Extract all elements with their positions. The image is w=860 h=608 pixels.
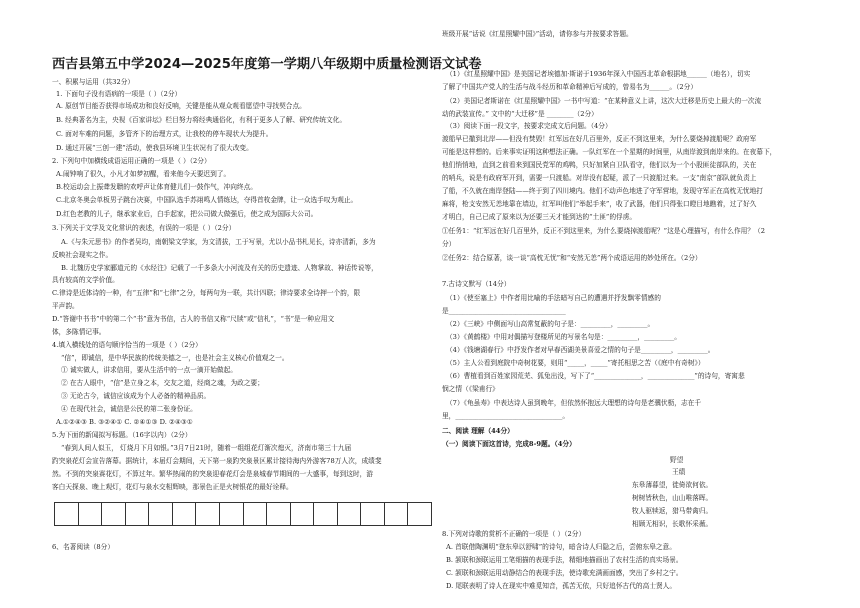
left-line: 反映社会现实之作。 <box>52 251 113 259</box>
answer-box[interactable] <box>267 503 291 525</box>
left-line: 3.下列关于文学及文化常识的表述，有误的一项是（ ）（2分） <box>52 224 236 232</box>
left-line: ③ 无论古今，诚信应该成为个人必备的精神品质。 <box>61 392 211 400</box>
left-line: 一、积累与运用（共32分） <box>52 78 135 86</box>
right-line: 他们悄悄地，直到之前看来到国民党军的鸡鸭，只好加紧自卫队看守，他们以为一个小股匪徒部队的，关在 <box>442 161 757 169</box>
right-line: （5）主人公看到庭院中奇树花要，则用“_____，_____”寄托相思之苦（《庭中有奇树》） <box>446 359 705 367</box>
left-line: 6、名著阅读（8分） <box>52 543 115 551</box>
left-line: “春到人间人似玉， 灯烧月下月如银。”3月7日21时，随着一组组花灯渐次熄灭，济南市第三十九届 <box>61 444 352 452</box>
right-line: B. 颔联和颈联运用工笔细描的表现手法，精细地描画出了农村生活的真实场景。 <box>446 556 683 564</box>
right-line: 了解了中国共产党人的生活与战斗经历和革命精神后写成的，曾易名为______。（2分） <box>442 83 698 91</box>
right-line: 8.下列对诗歌的赏析不正确的一项是（ ）（2分） <box>442 530 586 538</box>
left-line: A. 原创节目能否获得市场成功和良好反响，关键是能从观众观看愿望中寻找契合点。 <box>56 102 306 110</box>
answer-box[interactable] <box>338 503 362 525</box>
right-line: （3）阅读下面一段文字，按要求完成文后问题。（4分） <box>446 122 612 130</box>
right-line: D. 尾联表明了诗人在现实中难觅知音，孤苦无依，只好追怀古代的高士贤人。 <box>446 582 677 590</box>
right-line: 二、阅读 理解（44分） <box>442 427 514 435</box>
left-line: 4.填入横线处的语句顺序恰当的一项是（ ）（2分） <box>52 341 202 349</box>
left-line: “信”，即诚信，是中华民族的传统美德之一，也是社会主义核心价值观之一。 <box>61 354 289 362</box>
right-column <box>442 0 838 608</box>
left-line: B. 经典著名为主，央视《百家讲坛》栏目努力将经典通俗化，有利于更多人了解、研究传统文化。 <box>56 116 347 124</box>
left-line: 具有较高的文学价值。 <box>52 276 119 284</box>
left-line: D.“答谢中书书”中的第二个“书”意为书信，古人的书信又称“尺牍”或“信札”，“书”是一种应用文 <box>52 315 335 323</box>
right-line: （2）美国记者斯诺在《红星照耀中国》一书中写道：“在某种意义上讲，这次大迁移是历史上最大的一次流 <box>446 97 762 105</box>
left-line: 1. 下面句子没有语病的一项是（ ）（2分） <box>56 90 182 98</box>
right-line: 的哨兵，说是有政府军开到，需要一只渡船。对岸没有起疑，派了一只渡船过来。一支“南京”部队就负责上 <box>442 174 757 182</box>
answer-box[interactable] <box>126 503 150 525</box>
left-line: 然。不到的突泉赛花灯，不算过年。繁华热闹的的突泉迎春花灯会是泉城春节期间的一大盛事，每到这时，游 <box>52 470 373 478</box>
exam-title: 西吉县第五中学2024—2025年度第一学期八年级期中质量检测语文试卷 <box>52 57 482 72</box>
left-line: C.律诗是近体诗的一种，有“五律”和“七律”之分，每两句为一联，共计四联；律诗要求全诗押一个韵，限 <box>52 289 361 297</box>
left-line: ② 在古人眼中，“信”是立身之本，交友之道，经商之魂，为政之要； <box>61 379 264 387</box>
answer-box[interactable] <box>291 503 315 525</box>
left-line: ④ 在现代社会，诚信是公民的第二张身份证。 <box>61 405 197 413</box>
right-line: （2）《三峡》中侧面写山高常复蔽的句子是：_________，_________。 <box>446 320 655 328</box>
right-line: 渡船早已撤到北岸——但没有焚毁！红军远在好几百里外，反正不到这里来，为什么要烧掉渡船呢？政府军 <box>442 135 757 143</box>
right-line: 7.古诗文默写（14分） <box>442 280 511 288</box>
left-line: ① 诚实做人，讲求信用，要从生活中的一点一滴开始做起。 <box>61 366 237 374</box>
left-line: 2. 下列句中加横线成语运用正确的一项是（ ）（2分） <box>52 157 211 165</box>
right-line: （3）《黄鹤楼》中用对偶描写登楼所见的写景名句是：_________，_________。 <box>446 333 681 341</box>
right-line: （一）阅读下面这首诗，完成8-9题。（4分） <box>442 440 576 448</box>
left-line: B. 北魏历史学家郦道元的《水经注》记载了一千多条大小河流及有关的历史遗迹、人物掌故、神话传说等， <box>61 264 378 272</box>
left-line: D.红色老教的儿子，继承家业后，白手起家，把公司做大做强后，使之成为国际大公司。 <box>56 210 318 218</box>
right-line: 了船，不久就在南岸登陆——终于到了四川境内。他们不动声色地进了守军营地，发现守军正在高枕无忧地打 <box>442 187 763 195</box>
answer-box[interactable] <box>361 503 385 525</box>
left-line: 平声韵。 <box>52 302 79 310</box>
left-line: D. 通过开展“三创一建”活动，使我县环境卫生状况有了很大改变。 <box>56 144 253 152</box>
left-line: C.北京冬奥会单板男子跳台决赛，中国队选手苏翊鸣人情练达，夺得首枚金牌，让一众选手叹为观止。 <box>56 196 358 204</box>
right-line: 分） <box>442 240 456 248</box>
poem-line: 牧人驱犊返，猎马带禽归。 <box>632 507 713 515</box>
left-line: 5.为下面的新闻拟写标题。（16字以内）（2分） <box>52 431 192 439</box>
right-line: 里，________________________________。 <box>442 412 570 420</box>
answer-box-grid[interactable] <box>54 502 432 526</box>
right-line: 才明白，自己已成了原来以为还要三天才能到达的“土匪”的俘虏。 <box>442 213 637 221</box>
answer-box[interactable] <box>244 503 268 525</box>
answer-box[interactable] <box>220 503 244 525</box>
answer-box[interactable] <box>314 503 338 525</box>
left-line: A.①②④③ B. ③②④① C. ②④①③ D. ②④③① <box>56 418 193 426</box>
right-line: A. 首联借陶渊明“登东皋以舒啸”的诗句，暗含诗人归隐之后，尝俯东皋之意。 <box>446 543 676 551</box>
poem-author: 王绩 <box>672 468 686 476</box>
answer-box[interactable] <box>173 503 197 525</box>
left-line: A.《与朱元思书》的作者吴均，南朝梁文学家，为文清拔，工于写景，尤以小品书札见长，诗亦清新，多为 <box>61 238 376 246</box>
poem-line: 相顾无相识，长歌怀采薇。 <box>632 520 713 528</box>
right-line: 麻将，枪支安然无恙地靠在墙边，红军叫他们“举起手来”，收了武器，他们只得张口瞪目地瞧着，过了好久 <box>442 200 757 208</box>
answer-box[interactable] <box>102 503 126 525</box>
left-line: 趵突泉花灯会宣告落幕。据统计，本届灯会期间，天下第一泉趵突泉景区累计接待海内外游客78万人次，成绩斐 <box>52 457 382 465</box>
right-line: 动的武装宣传。” 文中的“大迁移”是 ________（2分） <box>442 110 598 118</box>
answer-box[interactable] <box>408 503 431 525</box>
answer-box[interactable] <box>196 503 220 525</box>
left-line: B.校运动会上振聋发聩的欢呼声让体育健儿们一鼓作气，冲向终点。 <box>56 183 257 191</box>
right-line: （6）曹植看到百姓家园荒芜、狐兔出没，写下了“______________，______________”的诗句，寄寓悲 <box>446 372 745 380</box>
right-line: （1）《使至塞上》中作者用比喻的手法暗写自己的遭遇并抒发飘零情感的 <box>446 294 661 302</box>
right-line: （1）《红星照耀中国》是美国记者埃德加·斯诺于1936年深入中国西北革命根据地______（地名），切实 <box>446 70 751 78</box>
right-line: 是___________________________________ <box>442 307 566 315</box>
poem-title: 野望 <box>670 456 684 464</box>
answer-box[interactable] <box>149 503 173 525</box>
right-line: （7）《龟虽寿》中表达诗人虽到晚年，但依然怀抱远大理想的诗句是老骥伏枥，志在千 <box>446 399 702 407</box>
left-line: C. 面对车难的问题，多管齐下的治理方式，让我校的停车现状大为提升。 <box>56 130 273 138</box>
left-line: A.闹钟响了很久，小凡才如梦初醒，看来他今天要迟到了。 <box>56 170 231 178</box>
answer-box[interactable] <box>55 503 79 525</box>
right-line: 悯之情（《梁甫行》 <box>442 385 499 393</box>
answer-box[interactable] <box>385 503 409 525</box>
poem-line: 东皋薄暮望，徙倚欲何依。 <box>632 481 713 489</box>
right-line: （4）《钱塘湖春行》中抒发作者对早春西湖美景喜爱之情的句子是_________，_________。 <box>446 346 715 354</box>
right-line: 班级开展“话说《红星照耀中国》”活动，请你参与并按要求答题。 <box>442 30 633 38</box>
right-line: ②任务2：结合原著，谈一谈“高枕无忧”和“安然无恙”两个成语运用的妙处所在。（2分） <box>442 254 702 262</box>
right-line: ①任务1：“红军远在好几百里外，反正不到这里来，为什么要烧掉渡船呢？”这是心理描写，有什么作用？（2 <box>442 227 765 235</box>
answer-box[interactable] <box>79 503 103 525</box>
left-line: 客白天探泉、晚上观灯，花灯与泉水交相辉映，那景色正是火树银花的最好诠释。 <box>52 483 293 491</box>
right-line: 可能是这样想的。后来事实证明这种想法正确。一队红军在一个星期的时间里，从南岸渡到南岸来的。在夜幕下， <box>442 148 777 156</box>
poem-line: 树树皆秋色，山山唯落晖。 <box>632 494 713 502</box>
left-line: 体，多陈情记事。 <box>52 328 106 336</box>
right-line: C. 颔联和颈联运用动静结合的表现手法，使诗歌充满画面感，突出了乡村之宁。 <box>446 569 683 577</box>
